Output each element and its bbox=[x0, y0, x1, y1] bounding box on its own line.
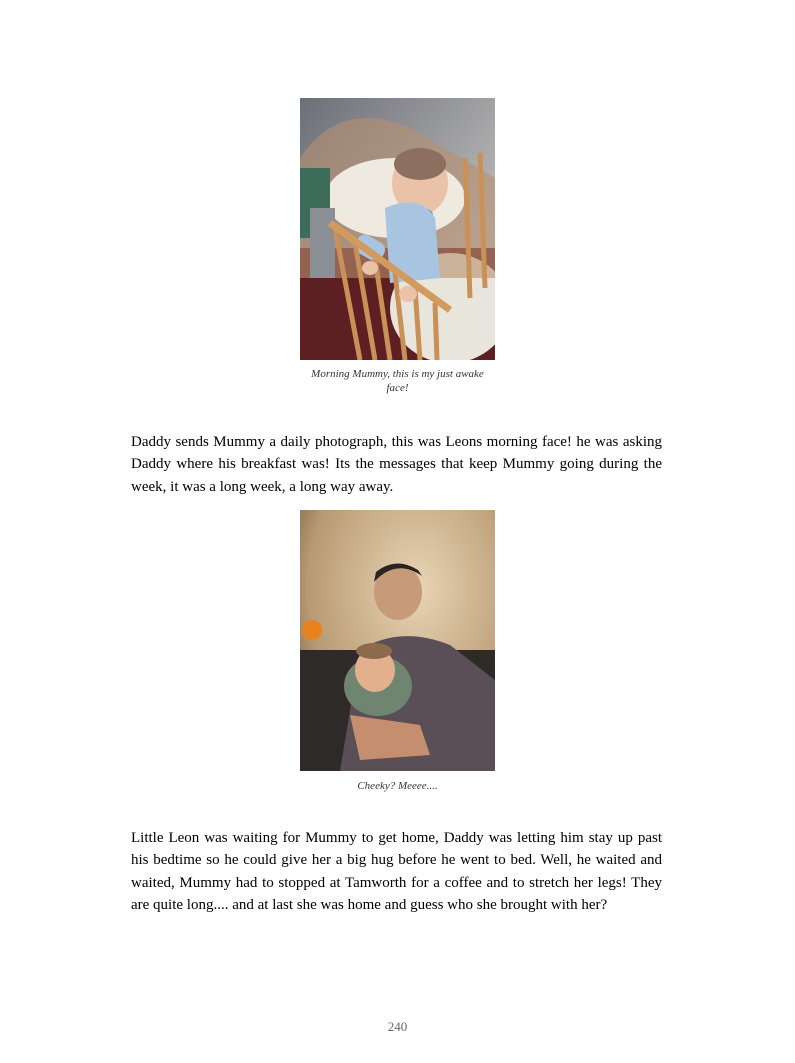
daddy-leon-image bbox=[300, 510, 495, 771]
page-number: 240 bbox=[387, 1019, 408, 1034]
body-paragraph-2: Little Leon was waiting for Mummy to get home, Daddy was letting him stay up past his bedtime so he could give her a big hug before he went to bed. Well, he waited and waited, Mummy had to stopped at Tamworth for a coffee and to stretch her legs! They are quite long.... and at last she was home and guess who she brought with her? bbox=[131, 830, 662, 913]
baby-cot-image bbox=[300, 98, 495, 360]
body-paragraph-1: Daddy sends Mummy a daily photograph, this was Leons morning face! he was asking Daddy where his breakfast was! Its the messages that keep Mummy going during the week, it was a long week, a long way away. bbox=[131, 434, 662, 495]
photo-caption-1: Morning Mummy, this is my just awake face! bbox=[311, 368, 484, 394]
baby-cot-photo bbox=[300, 98, 495, 360]
daddy-leon-photo bbox=[300, 510, 495, 771]
photo-caption-2: Cheeky? Meeee.... bbox=[357, 780, 438, 792]
